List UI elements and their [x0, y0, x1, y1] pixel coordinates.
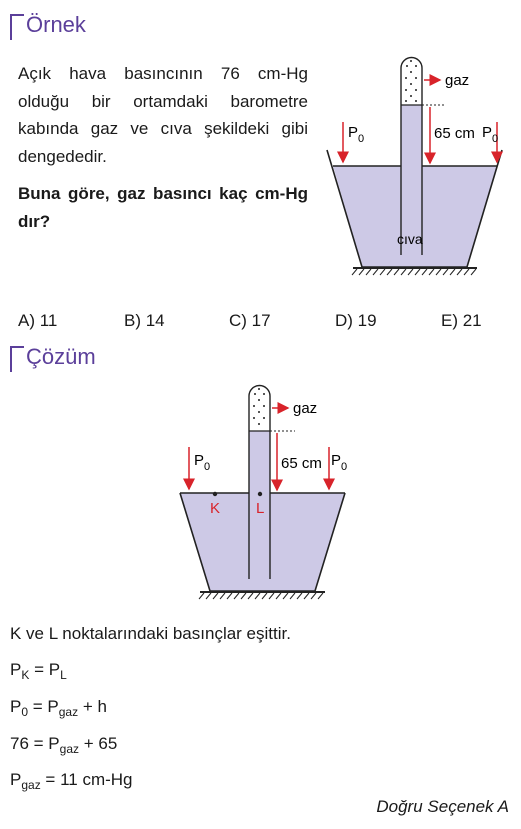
- question-prompt: Buna göre, gaz basıncı kaç cm-Hg dır?: [18, 184, 308, 231]
- question-text: Açık hava basıncının 76 cm-Hg olduğu bir ortamdaki barometre kabında gaz ve cıva şekildeki gibi dengededir.: [18, 64, 308, 166]
- heading-bracket: [10, 14, 24, 40]
- gas-dots: [405, 60, 417, 102]
- gas-label: gaz: [293, 400, 318, 417]
- mercury-label: cıva: [397, 231, 423, 247]
- point-l-label: L: [256, 500, 265, 517]
- equation-3: $76 = P_{gaz} + 65$: [10, 734, 118, 756]
- p0-label-left: $P_0$: [194, 452, 211, 473]
- barometer-figure-2: [170, 380, 370, 605]
- gas-label: gaz: [445, 72, 470, 89]
- point-k-dot: [213, 492, 217, 496]
- point-l-dot: [258, 492, 262, 496]
- heading-bracket: [10, 346, 24, 372]
- correct-answer: Doğru Seçenek A: [376, 797, 509, 816]
- equation-4: $P_{gaz} = 11$ cm-Hg: [10, 770, 133, 792]
- choice-a[interactable]: A) 11: [18, 311, 58, 330]
- point-k-label: K: [210, 500, 221, 517]
- solution-title: Çözüm: [26, 344, 96, 369]
- gas-dots: [253, 388, 265, 425]
- choice-c[interactable]: C) 17: [229, 311, 271, 330]
- p0-label-right: $P_0$: [331, 452, 348, 473]
- ground-hatch: [199, 592, 325, 599]
- example-title: Örnek: [26, 12, 86, 37]
- p0-label-right: $P_0$: [482, 124, 499, 145]
- barometer-figure-1: [315, 50, 520, 280]
- height-label: 65 cm: [434, 125, 475, 142]
- solution-statement: K ve L noktalarındaki basınçlar eşittir.: [10, 624, 291, 643]
- choice-d[interactable]: D) 19: [335, 311, 377, 330]
- ground-hatch: [352, 268, 477, 275]
- equation-2: $P_0 = P_{gaz} + h$: [10, 697, 107, 719]
- height-label: 65 cm: [281, 455, 322, 472]
- p0-label-left: $P_0$: [348, 124, 365, 145]
- question-block: [18, 60, 308, 235]
- choice-b[interactable]: B) 14: [124, 311, 165, 330]
- choice-e[interactable]: E) 21: [441, 311, 482, 330]
- equation-1: $P_K = P_L$: [10, 660, 67, 682]
